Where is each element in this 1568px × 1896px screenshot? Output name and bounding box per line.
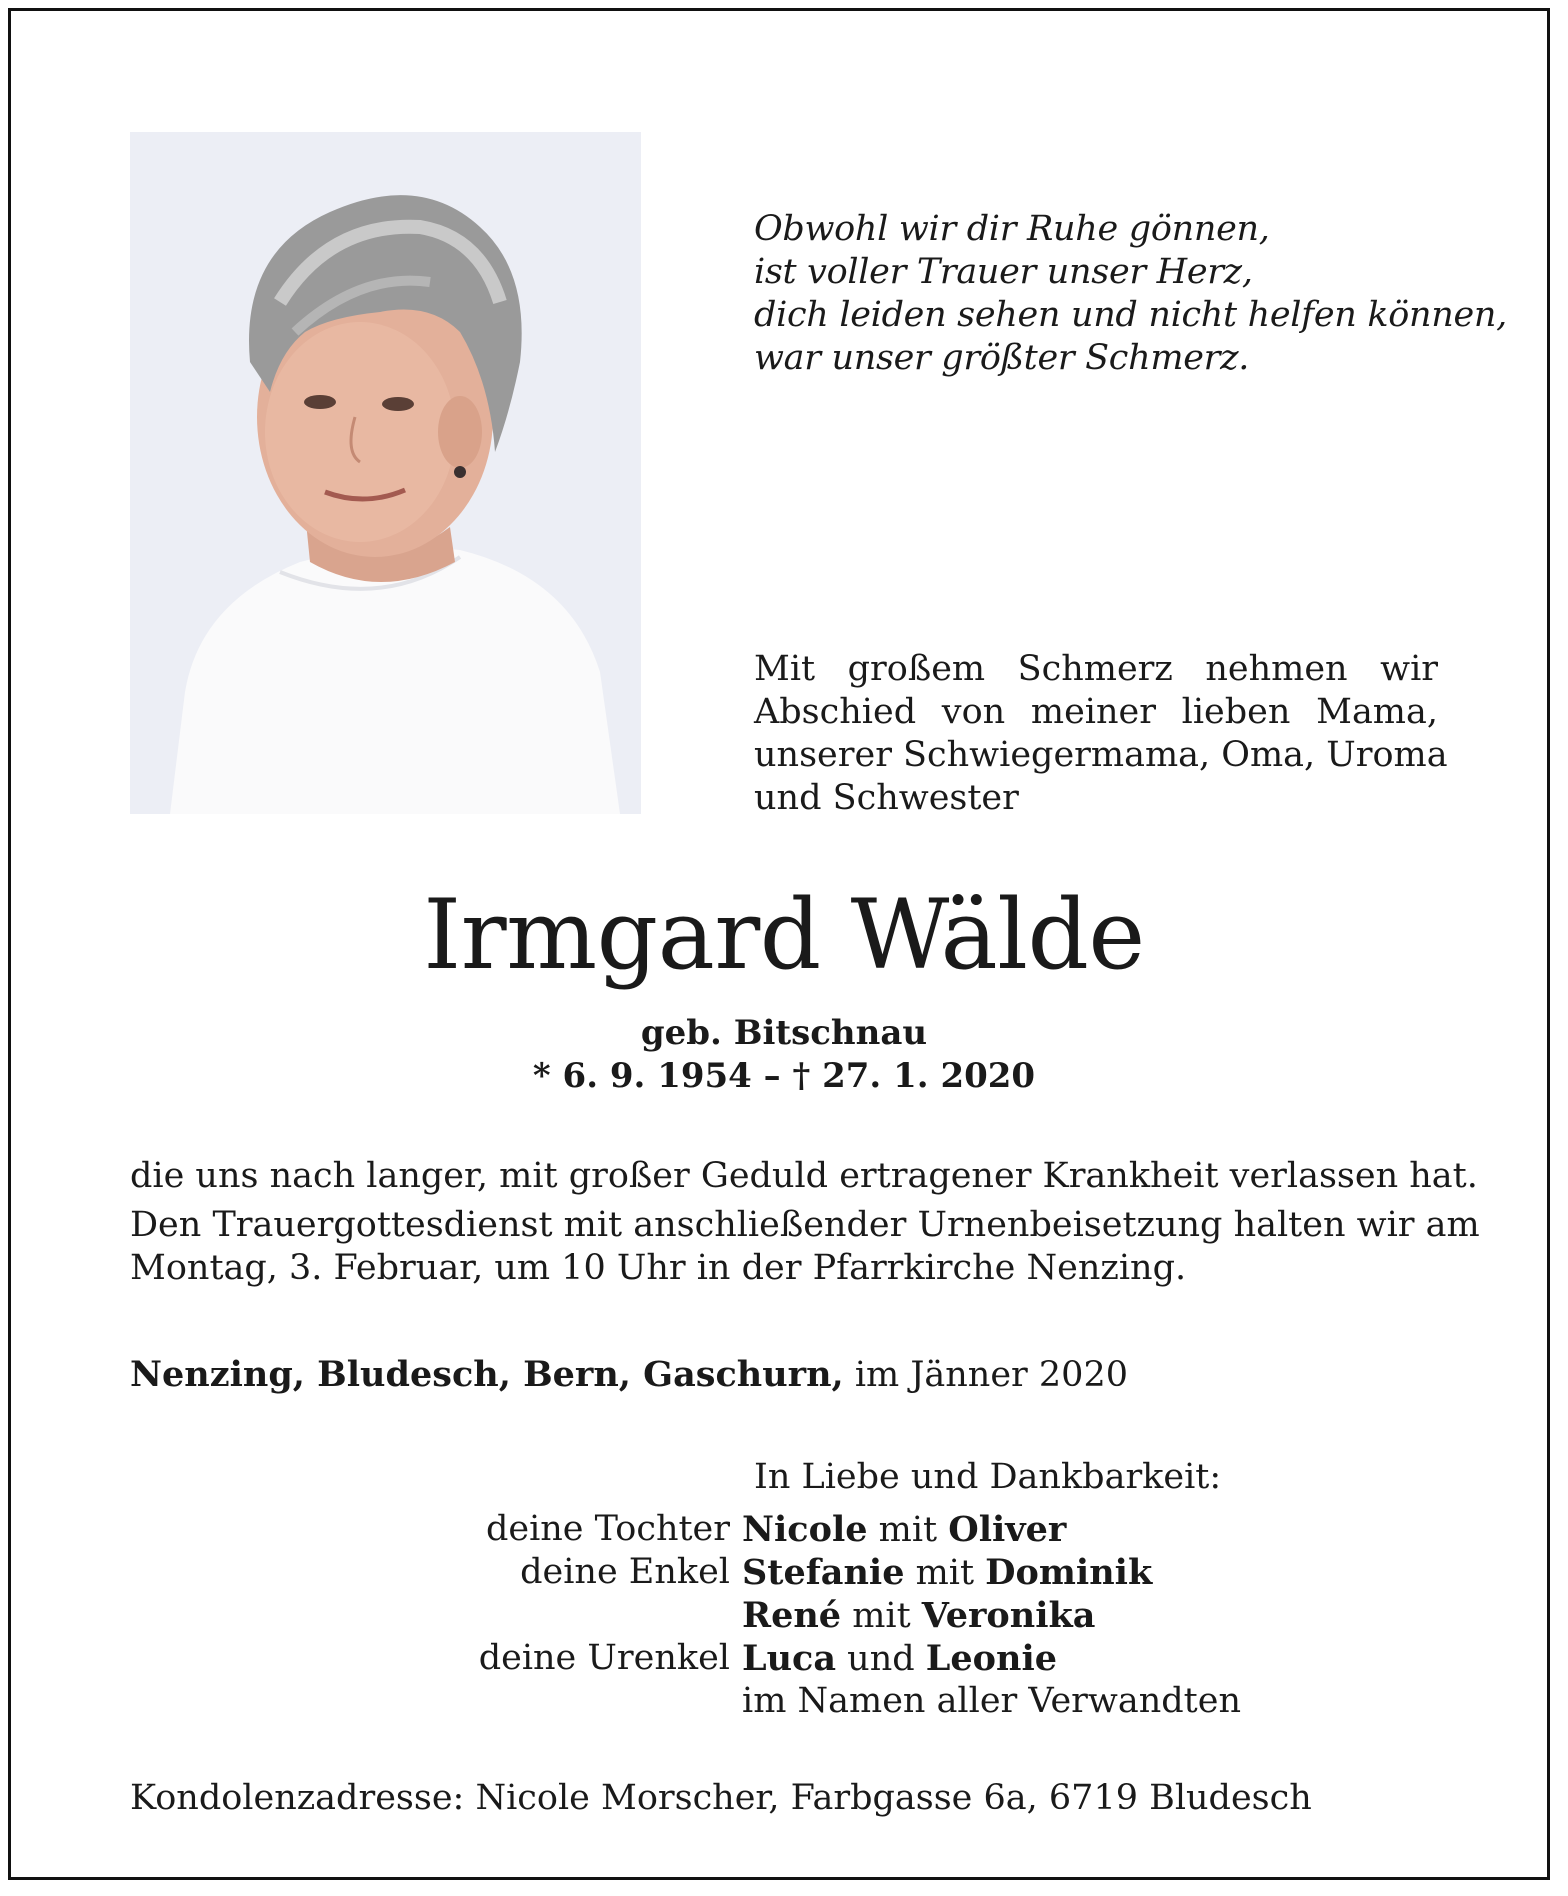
- family-name-second: Oliver: [948, 1509, 1067, 1550]
- poem: [754, 208, 1507, 380]
- place-month: im Jänner 2020: [843, 1355, 1128, 1395]
- closing-line: im Namen aller Verwandten: [742, 1681, 1241, 1721]
- family-names: [742, 1637, 1057, 1680]
- poem-line: dich leiden sehen und nicht helfen können,: [754, 295, 1507, 335]
- intro-text: [754, 648, 1448, 820]
- maiden-name: geb. Bitschnau: [640, 1013, 928, 1053]
- family-names: [742, 1594, 1095, 1637]
- family-name-first: Stefanie: [742, 1552, 905, 1593]
- family-relation: deine Enkel: [520, 1552, 730, 1592]
- family-row: [130, 1680, 1440, 1723]
- poem-line: war unser größter Schmerz.: [754, 338, 1250, 378]
- family-name-first: Luca: [742, 1638, 837, 1679]
- family-row: [130, 1551, 1440, 1594]
- family-relation: deine Tochter: [485, 1509, 730, 1549]
- body-text: [130, 1155, 1480, 1290]
- family-row: [130, 1637, 1440, 1680]
- family-name-second: Leonie: [925, 1638, 1058, 1679]
- intro-line: unserer Schwiegermama, Oma, Uroma: [754, 735, 1448, 775]
- body-line: Montag, 3. Februar, um 10 Uhr in der Pfarrkirche Nenzing.: [130, 1248, 1187, 1288]
- family-joiner: mit: [904, 1553, 986, 1593]
- birth-info: [0, 1012, 1568, 1098]
- family-names: [742, 1508, 1066, 1551]
- family-list: [130, 1508, 1440, 1723]
- family-relation: deine Urenkel: [478, 1638, 730, 1678]
- family-relation-empty: [130, 1680, 742, 1723]
- family-relation: [130, 1594, 742, 1637]
- place-date: [130, 1353, 1128, 1397]
- poem-line: ist voller Trauer unser Herz,: [754, 252, 1253, 292]
- family-joiner: mit: [841, 1596, 922, 1636]
- thanks-line: In Liebe und Dankbarkeit:: [754, 1457, 1222, 1497]
- deceased-name: Irmgard Wälde: [423, 879, 1145, 991]
- poem-line: Obwohl wir dir Ruhe gönnen,: [754, 209, 1270, 249]
- portrait-photo: [130, 132, 641, 814]
- intro-line: und Schwester: [754, 778, 1019, 818]
- family-name-first: Nicole: [742, 1509, 868, 1550]
- place-towns: Nenzing, Bludesch, Bern, Gaschurn,: [130, 1354, 844, 1395]
- life-dates: * 6. 9. 1954 – † 27. 1. 2020: [532, 1056, 1036, 1096]
- body-line: die uns nach langer, mit großer Geduld ertragener Krankheit verlassen hat.: [130, 1156, 1478, 1196]
- family-joiner: und: [836, 1639, 926, 1679]
- family-name-first: René: [742, 1595, 842, 1636]
- family-row: [130, 1508, 1440, 1551]
- family-name-second: Dominik: [985, 1552, 1153, 1593]
- family-joiner: mit: [867, 1510, 949, 1550]
- family-row: [130, 1594, 1440, 1637]
- intro-line: Abschied von meiner lieben Mama,: [754, 692, 1438, 732]
- body-line: Den Trauergottesdienst mit anschließender Urnenbeisetzung halten wir am: [130, 1205, 1480, 1245]
- intro-line: Mit großem Schmerz nehmen wir: [754, 649, 1438, 689]
- condolence-address: Kondolenzadresse: Nicole Morscher, Farbgasse 6a, 6719 Bludesch: [130, 1778, 1312, 1818]
- family-name-second: Veronika: [921, 1595, 1096, 1636]
- family-names: [742, 1551, 1152, 1594]
